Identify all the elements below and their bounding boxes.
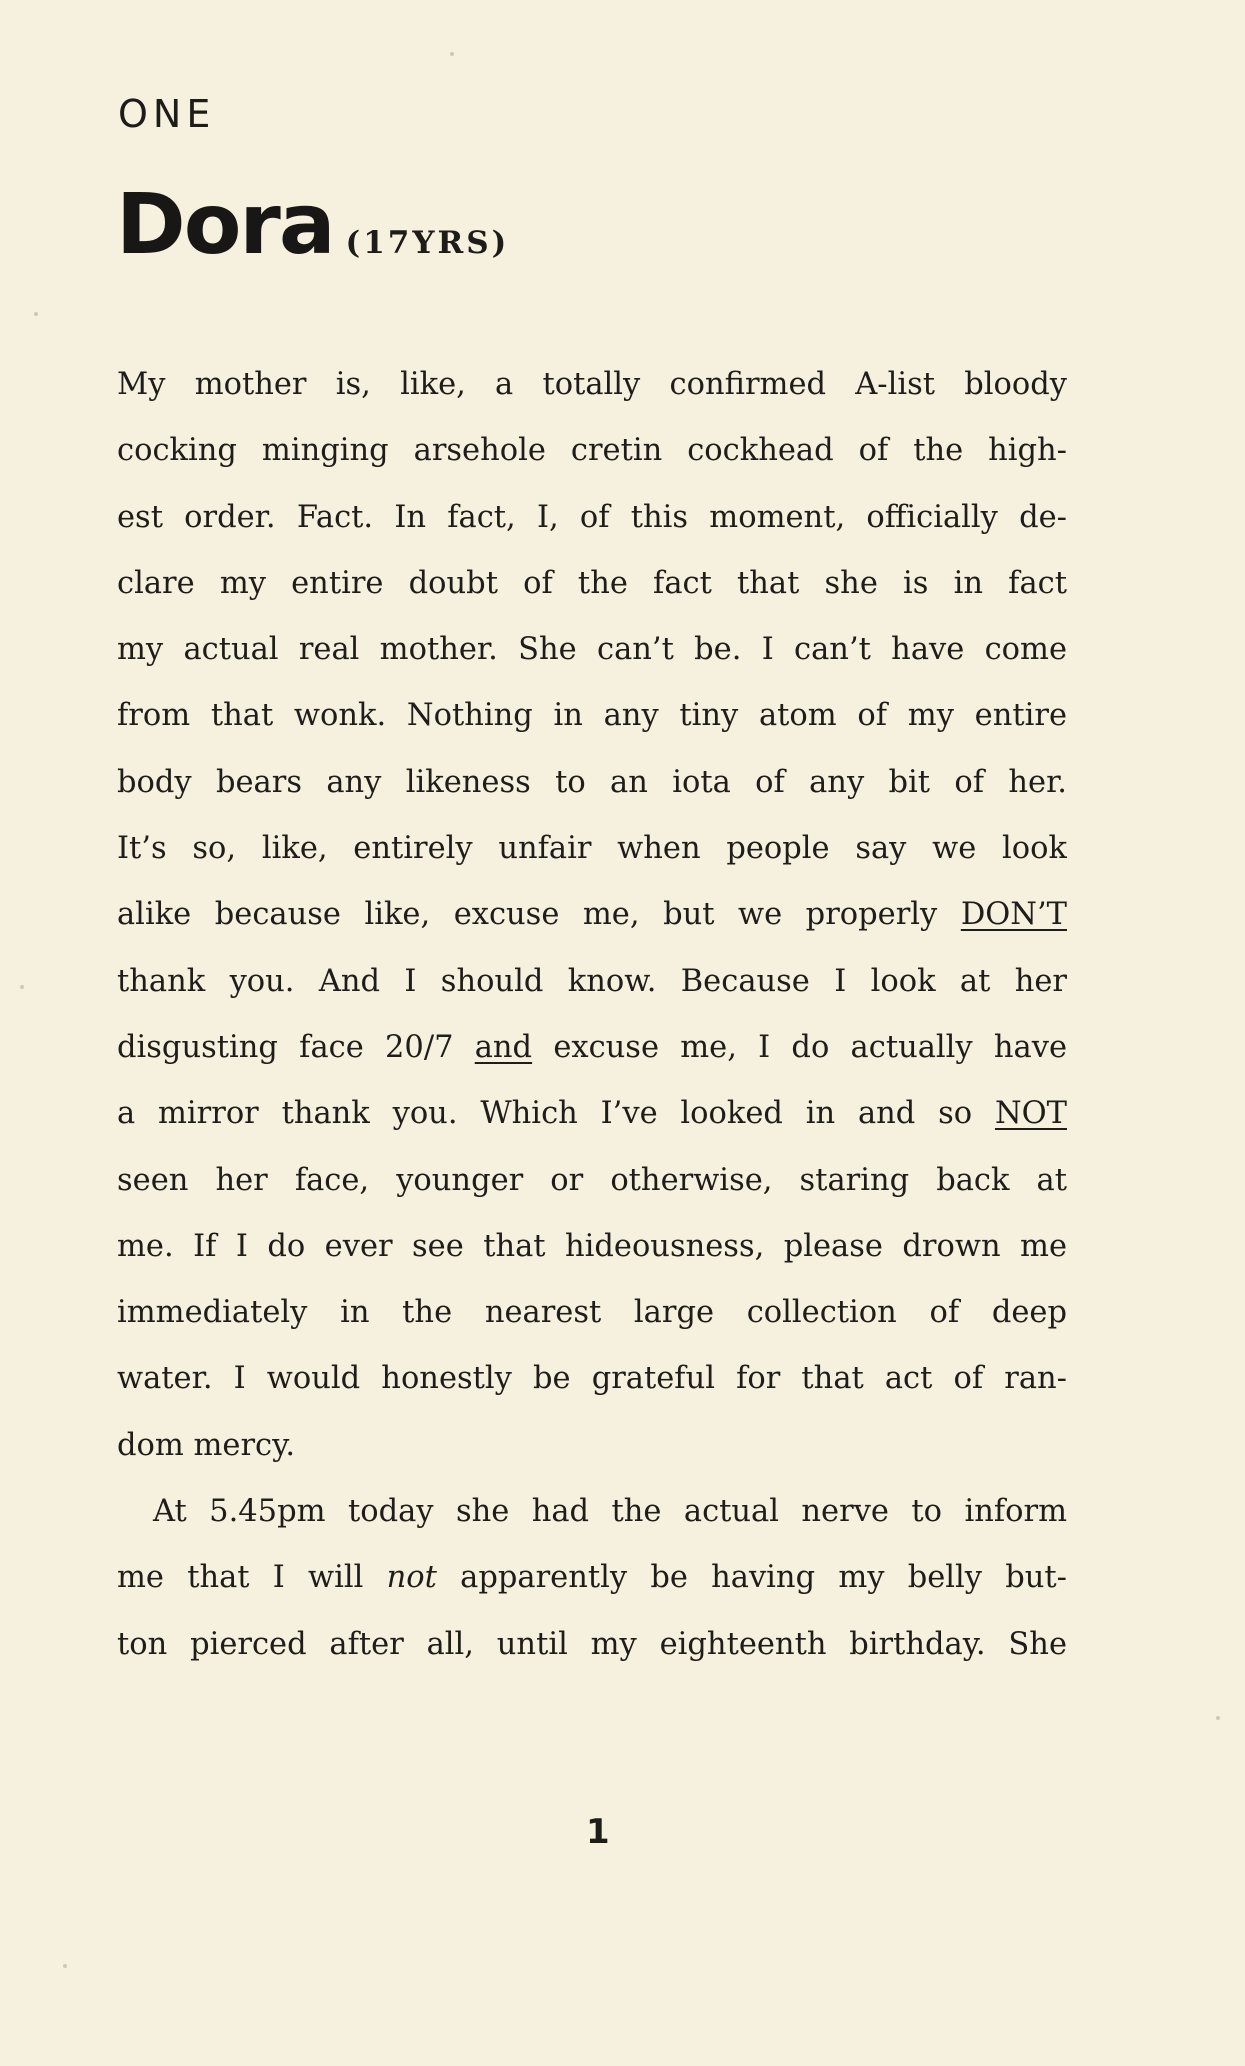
- text-line: my actual real mother. She can’t be. I can’t have come: [117, 632, 1067, 668]
- chapter-age: (17YRS): [345, 225, 510, 261]
- text-line: me that I will not apparently be having my belly but-: [117, 1560, 1067, 1596]
- text-line: a mirror thank you. Which I’ve looked in and so NOT: [117, 1096, 1067, 1132]
- text-line: It’s so, like, entirely unfair when people say we look: [117, 831, 1067, 867]
- text-line: At 5.45pm today she had the actual nerve to inform: [153, 1494, 1067, 1530]
- text-line: cocking minging arsehole cretin cockhead of the high-: [117, 433, 1067, 469]
- text-line: thank you. And I should know. Because I look at her: [117, 963, 1067, 999]
- text-line: est order. Fact. In fact, I, of this moment, officially de-: [117, 499, 1067, 535]
- paper-speck: [63, 1964, 67, 1968]
- text-line: alike because like, excuse me, but we properly DON’T: [117, 897, 1067, 933]
- italic-word: not: [386, 1560, 437, 1596]
- chapter-title: [116, 175, 510, 273]
- text-line: me. If I do ever see that hideousness, please drown me: [117, 1228, 1067, 1264]
- text-line: disgusting face 20/7 and excuse me, I do actually have: [117, 1029, 1067, 1065]
- text-line: water. I would honestly be grateful for that act of ran-: [117, 1361, 1067, 1397]
- paper-speck: [1216, 1716, 1220, 1720]
- body-text: [117, 352, 1067, 1678]
- underlined-word: and: [474, 1029, 533, 1065]
- underlined-word: DON’T: [960, 897, 1067, 933]
- text-line: dom mercy.: [117, 1427, 296, 1463]
- text-line: from that wonk. Nothing in any tiny atom of my entire: [117, 698, 1067, 734]
- text-line: ton pierced after all, until my eighteenth birthday. She: [117, 1626, 1067, 1662]
- paper-speck: [450, 52, 454, 56]
- text-line: immediately in the nearest large collection of deep: [117, 1295, 1067, 1331]
- chapter-name: Dora: [116, 175, 334, 273]
- text-line: body bears any likeness to an iota of any bit of her.: [117, 764, 1067, 800]
- underlined-word: NOT: [994, 1096, 1067, 1132]
- text-line: clare my entire doubt of the fact that she is in fact: [117, 565, 1067, 601]
- paper-speck: [34, 312, 38, 316]
- text-line: seen her face, younger or otherwise, staring back at: [117, 1162, 1067, 1198]
- paper-speck: [20, 985, 24, 989]
- chapter-number: ONE: [118, 92, 216, 136]
- text-line: My mother is, like, a totally confirmed A-list bloody: [117, 367, 1067, 402]
- page-number: 1: [586, 1812, 610, 1852]
